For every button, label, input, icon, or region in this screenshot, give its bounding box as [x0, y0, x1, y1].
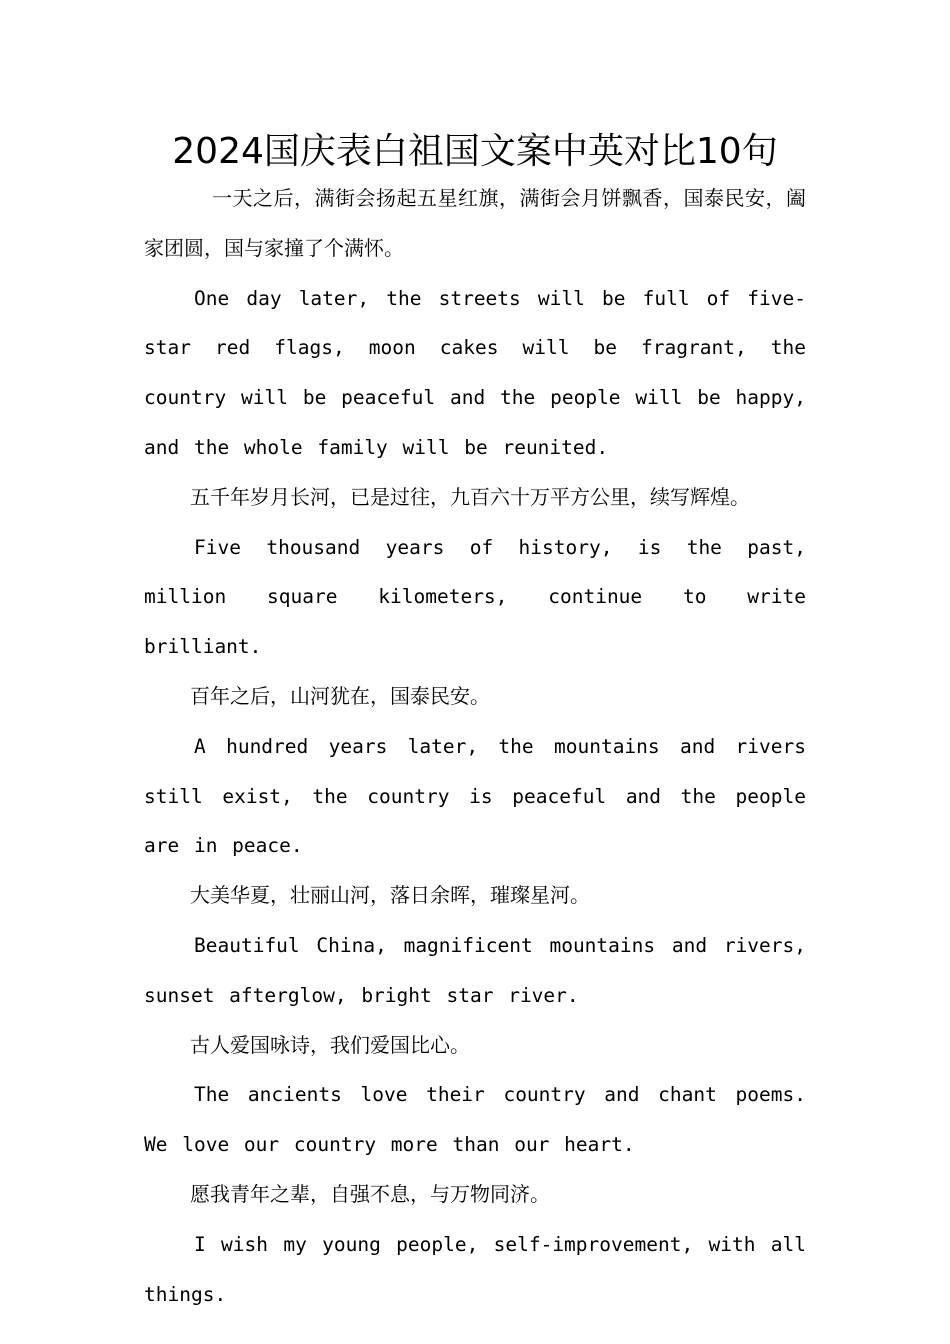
paragraph-zh-6: 愿我青年之辈，自强不息，与万物同济。	[190, 1181, 550, 1206]
document-title: 2024国庆表白祖国文案中英对比10句	[172, 131, 778, 172]
paragraph-en-5: The ancients love their country and chant poems. We love our country more than our heart.	[144, 1083, 806, 1157]
paragraph-zh-1: 一天之后，满街会扬起五星红旗，满街会月饼飘香，国泰民安，阖家团圆，国与家撞了个满怀。	[144, 186, 806, 260]
paragraph-en-4: Beautiful China, magnificent mountains and rivers, sunset afterglow, bright star river.	[144, 933, 806, 1007]
paragraph-en-1: One day later, the streets will be full of five-star red flags, moon cakes will be fragrant, the country will be peaceful and the people will be happy, and the whole family will be reunited.	[144, 286, 806, 459]
paragraph-en-6: I wish my young people, self-improvement, with all things.	[144, 1232, 806, 1306]
paragraph-en-2: Five thousand years of history, is the past, million square kilometers, continue to write brilliant.	[144, 535, 806, 659]
paragraph-en-3: A hundred years later, the mountains and rivers still exist, the country is peaceful and the people are in peace.	[144, 734, 806, 858]
document-body	[144, 174, 806, 1319]
paragraph-zh-2: 五千年岁月长河，已是过往，九百六十万平方公里，续写辉煌。	[190, 484, 750, 509]
paragraph-zh-3: 百年之后，山河犹在，国泰民安。	[190, 683, 490, 708]
paragraph-zh-5: 古人爱国咏诗，我们爱国比心。	[190, 1032, 470, 1057]
paragraph-zh-4: 大美华夏，壮丽山河，落日余晖，璀璨星河。	[190, 883, 590, 908]
